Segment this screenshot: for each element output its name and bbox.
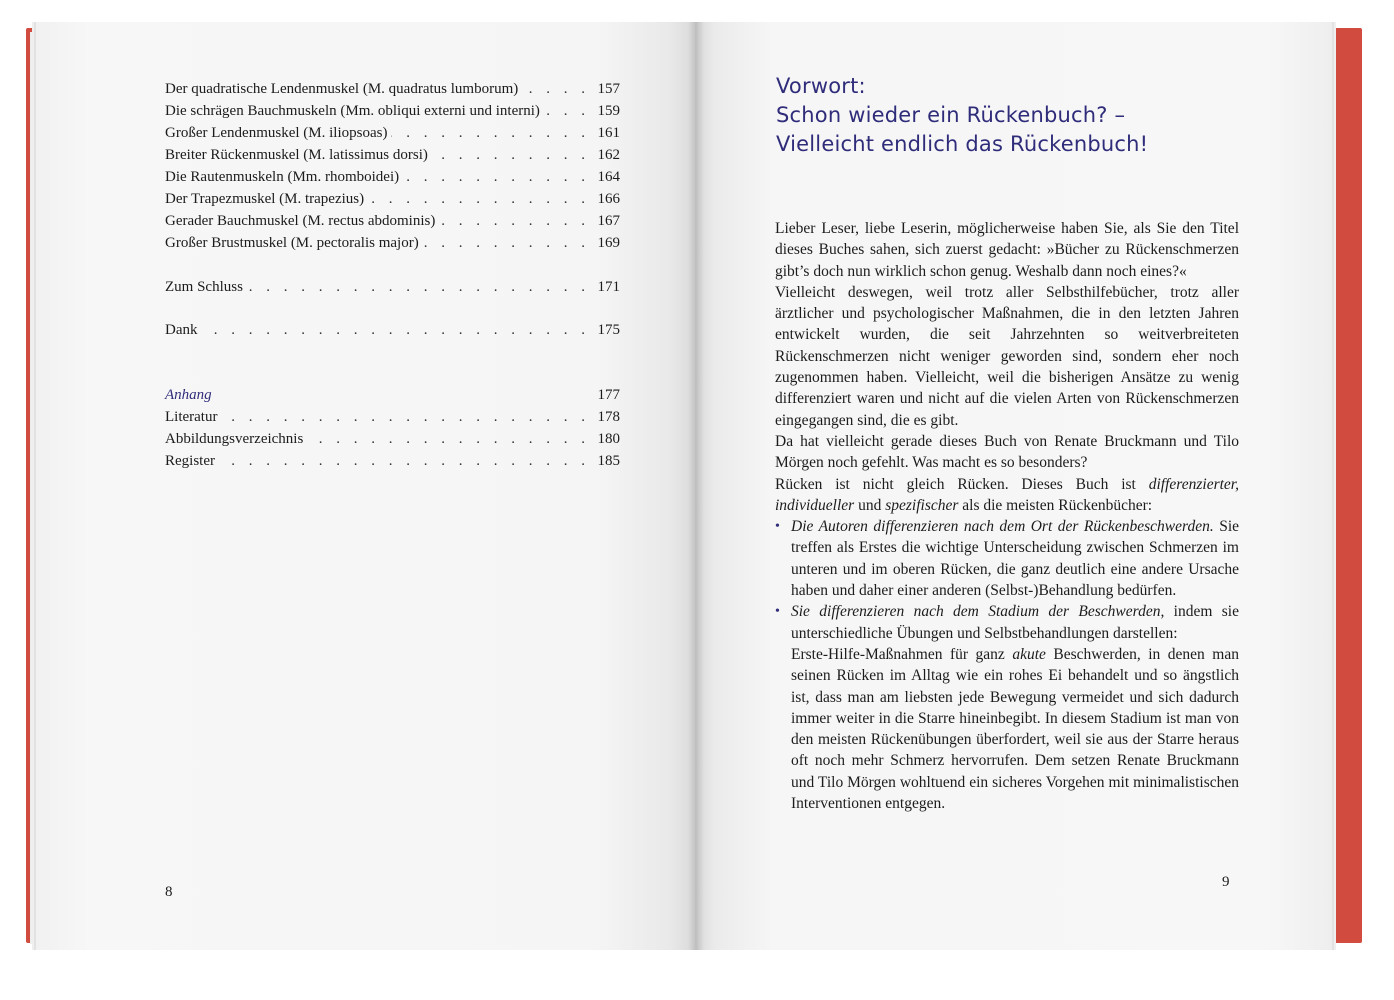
toc-row bbox=[165, 188, 620, 210]
toc-dank bbox=[165, 319, 620, 341]
paragraph: Lieber Leser, liebe Leserin, möglicherweise haben Sie, als Sie den Titel dieses Buches sahen, sich zuerst gedacht: »Bücher zu Rückenschmerzen gibt’s doch nun wirklich schon genug. Weshalb dann noch eines?« bbox=[775, 220, 1239, 280]
toc-page-number: 185 bbox=[597, 453, 620, 469]
toc-leader-dots bbox=[368, 188, 590, 210]
toc-leader-dots bbox=[403, 166, 590, 188]
toc-leader-dots bbox=[522, 78, 590, 100]
toc-title: Breiter Rückenmuskel (M. latissimus dorsi) bbox=[165, 147, 428, 163]
chapter-heading bbox=[776, 72, 1256, 159]
toc-title: Gerader Bauchmuskel (M. rectus abdominis) bbox=[165, 213, 436, 229]
list-item bbox=[775, 516, 1239, 601]
toc-page-number: 164 bbox=[597, 169, 620, 185]
toc-row bbox=[165, 166, 620, 188]
toc-leader-dots bbox=[423, 232, 590, 254]
toc-leader-dots bbox=[439, 210, 590, 232]
toc-anhang bbox=[165, 384, 620, 472]
toc-page-number: 157 bbox=[597, 81, 620, 97]
toc-page-number: 167 bbox=[597, 213, 620, 229]
toc-title: Großer Lendenmuskel (M. iliopsoas) bbox=[165, 125, 388, 141]
toc-leader-dots bbox=[202, 319, 591, 341]
toc-row bbox=[165, 232, 620, 254]
toc-page-number: 161 bbox=[597, 125, 620, 141]
toc-title: Großer Brustmuskel (M. pectoralis major) bbox=[165, 235, 419, 251]
toc-title: Dank bbox=[165, 322, 198, 338]
page-number-left: 8 bbox=[165, 884, 173, 900]
toc-row bbox=[165, 210, 620, 232]
bullet-list bbox=[775, 516, 1239, 814]
bullet-icon: • bbox=[775, 519, 780, 535]
emphasis-text: differenzierter, individueller bbox=[775, 475, 1239, 514]
toc-title: Abbildungsverzeichnis bbox=[165, 431, 304, 447]
toc-page-number: 171 bbox=[597, 279, 620, 295]
toc-title: Literatur bbox=[165, 409, 218, 425]
toc-page-number: 159 bbox=[597, 103, 620, 119]
toc-leader-dots bbox=[247, 276, 590, 298]
body-text bbox=[775, 218, 1239, 814]
toc-title: Die schrägen Bauchmuskeln (Mm. obliqui externi und interni) bbox=[165, 103, 540, 119]
toc-title: Zum Schluss bbox=[165, 279, 243, 295]
toc-row bbox=[165, 276, 620, 298]
emphasis-text: Die Autoren differenzieren nach dem Ort der Rückenbeschwerden. bbox=[791, 518, 1214, 536]
toc-row bbox=[165, 144, 620, 166]
toc-leader-dots bbox=[432, 144, 590, 166]
emphasis-text: Sie differenzieren nach dem Stadium der Beschwerden, bbox=[791, 603, 1165, 621]
toc-page-number: 175 bbox=[597, 322, 620, 338]
heading-line: Schon wieder ein Rückenbuch? – bbox=[776, 103, 1126, 127]
text-run: als die meisten Rückenbücher: bbox=[958, 496, 1153, 514]
heading-line: Vielleicht endlich das Rückenbuch! bbox=[776, 132, 1149, 156]
text-run: Rücken ist nicht gleich Rücken. Dieses Buch ist bbox=[775, 475, 1149, 493]
toc-title: Die Rautenmuskeln (Mm. rhomboidei) bbox=[165, 169, 400, 185]
toc-schluss bbox=[165, 276, 620, 298]
toc-title: Anhang bbox=[165, 387, 212, 403]
page-number-right: 9 bbox=[1222, 874, 1230, 890]
toc-row bbox=[165, 122, 620, 144]
text-run: Beschwerden, in denen man seinen Rücken im Alltag wie ein rohes Ei behandelt und so ängstlich ist, dass man am liebsten jede Bewegung vermeidet und sich dadurch immer weiter in die Starre hineinbegibt. In diesem Stadium ist man von den meisten Rückenübungen überfordert, weil sie aus der Starre heraus oft noch mehr Schmerz hervorrufen. Dem setzen Renate Bruckmann und Tilo Mörgen wohltuend ein sicheres Vorgehen mit minimalistischen Interventionen entgegen. bbox=[791, 645, 1239, 813]
toc-page-number: 169 bbox=[597, 235, 620, 251]
text-run: Erste-Hilfe-Maßnahmen für ganz bbox=[791, 645, 1013, 663]
bullet-icon: • bbox=[775, 604, 780, 620]
paragraph: Da hat vielleicht gerade dieses Buch von Renate Bruckmann und Tilo Mörgen noch gefehlt. Was macht es so besonders? bbox=[775, 432, 1239, 472]
paragraph: Vielleicht deswegen, weil trotz aller Selbsthilfebücher, trotz aller ärztlicher und psychologischer Maßnahmen, die in den letzten Jahren entwickelt wurden, die seit Jahrzehnten so weitverbreiteten Rückenschmerzen nicht weniger geworden sind, sondern eher noch zugenommen haben. Vielleicht, weil die bisherigen Ansätze zu wenig differenziert waren und nicht auf die vielen Arten von Rückenschmerzen eingegangen sind, die es gibt. bbox=[775, 283, 1239, 429]
toc-title: Der Trapezmuskel (M. trapezius) bbox=[165, 191, 365, 207]
toc-page-number: 178 bbox=[597, 409, 620, 425]
toc-row bbox=[165, 100, 620, 122]
toc-page-number: 162 bbox=[597, 147, 620, 163]
toc-leader-dots bbox=[391, 122, 590, 144]
text-run: Sie treffen als Erstes die wichtige Unterscheidung zwischen Schmerzen im unteren und im oberen Rücken, die ganz deutlich eine andere Ursache haben und daher einer anderen (Selbst-)Behandlung bedürfen. bbox=[791, 518, 1240, 600]
heading-line: Vorwort: bbox=[776, 74, 866, 98]
toc-row bbox=[165, 319, 620, 341]
toc-title: Register bbox=[165, 453, 215, 469]
book-spine-shadow bbox=[688, 22, 704, 950]
emphasis-text: akute bbox=[1012, 645, 1046, 663]
list-item bbox=[775, 601, 1239, 814]
toc-row bbox=[165, 78, 620, 100]
toc-leader-dots bbox=[544, 100, 590, 122]
toc-row bbox=[165, 450, 620, 472]
toc-row bbox=[165, 428, 620, 450]
paragraph bbox=[775, 474, 1239, 517]
toc-leader-dots bbox=[219, 450, 590, 472]
emphasis-text: spezifischer bbox=[885, 496, 959, 514]
toc-section-heading bbox=[165, 384, 620, 406]
toc-leader-dots bbox=[221, 406, 590, 428]
toc-page-number: 177 bbox=[597, 387, 620, 403]
text-run: und bbox=[854, 496, 886, 514]
toc-title: Der quadratische Lendenmuskel (M. quadratus lumborum) bbox=[165, 81, 519, 97]
text-run: indem sie unterschiedliche Übungen und Selbstbehandlungen darstellen: bbox=[791, 603, 1239, 642]
toc-page-number: 180 bbox=[597, 431, 620, 447]
toc-muscles bbox=[165, 78, 620, 254]
toc-page-number: 166 bbox=[597, 191, 620, 207]
toc-leader-dots bbox=[307, 428, 590, 450]
toc-row bbox=[165, 406, 620, 428]
